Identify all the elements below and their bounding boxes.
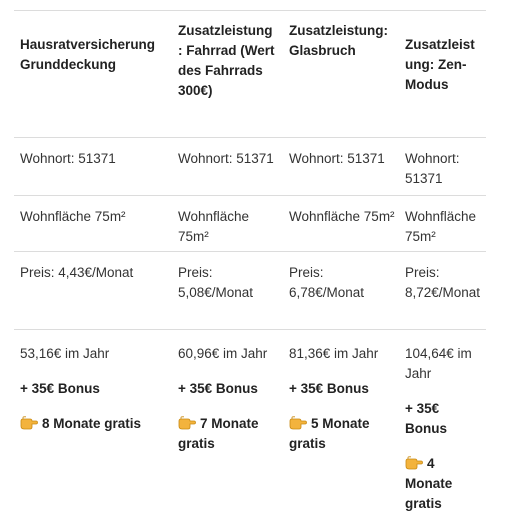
jahrespreis: 81,36€ im Jahr	[289, 346, 379, 361]
preis-cell: Preis: 6,78€/Monat	[289, 265, 365, 300]
bonus-text: + 35€ Bonus	[405, 401, 447, 436]
gratis-text: 8 Monate gratis	[42, 416, 142, 431]
column-header-grunddeckung: Hausratversicherung Grunddeckung	[20, 37, 156, 72]
gratis-text: 7 Monate gratis	[178, 416, 259, 451]
gratis-text: 5 Monate gratis	[289, 416, 370, 451]
pointing-hand-icon	[289, 416, 307, 430]
bonus-text: + 35€ Bonus	[20, 381, 100, 396]
pointing-hand-icon	[20, 416, 38, 430]
column-header-zen-modus: Zusatzleistung: Zen-Modus	[405, 37, 475, 92]
table-row-wohnort	[14, 138, 486, 196]
angebot-cell	[178, 330, 276, 530]
wohnort-cell: Wohnort: 51371	[405, 151, 460, 186]
bonus-text: + 35€ Bonus	[178, 381, 258, 396]
gratis-offer	[178, 414, 276, 454]
table-row-angebot	[14, 330, 486, 530]
gratis-offer	[20, 414, 168, 434]
wohnflaeche-cell: Wohnfläche 75m²	[20, 209, 126, 224]
wohnort-cell: Wohnort: 51371	[20, 151, 116, 166]
pointing-hand-icon	[178, 416, 196, 430]
table-row-wohnflaeche	[14, 196, 486, 252]
angebot-cell	[289, 330, 397, 530]
wohnort-cell: Wohnort: 51371	[289, 151, 385, 166]
jahrespreis: 104,64€ im Jahr	[405, 346, 472, 381]
gratis-offer	[405, 454, 481, 514]
column-header-fahrrad: Zusatzleistung: Fahrrad (Wert des Fahrrads 300€)	[178, 23, 275, 98]
preis-cell: Preis: 4,43€/Monat	[20, 265, 134, 280]
table-row-preis	[14, 252, 486, 330]
gratis-offer	[289, 414, 397, 454]
pointing-hand-icon	[405, 456, 423, 470]
bonus-text: + 35€ Bonus	[289, 381, 369, 396]
angebot-cell	[20, 330, 168, 530]
tariff-comparison-table	[14, 10, 486, 530]
column-header-glasbruch: Zusatzleistung: Glasbruch	[289, 23, 389, 58]
wohnflaeche-cell: Wohnfläche 75m²	[289, 209, 395, 224]
wohnflaeche-cell: Wohnfläche 75m²	[178, 209, 250, 244]
wohnort-cell: Wohnort: 51371	[178, 151, 274, 166]
preis-cell: Preis: 5,08€/Monat	[178, 265, 254, 300]
table-header-row	[14, 10, 486, 138]
wohnflaeche-cell: Wohnfläche 75m²	[405, 209, 477, 244]
preis-cell: Preis: 8,72€/Monat	[405, 265, 481, 300]
jahrespreis: 60,96€ im Jahr	[178, 346, 268, 361]
gratis-text: 4 Monate gratis	[405, 456, 453, 511]
jahrespreis: 53,16€ im Jahr	[20, 346, 110, 361]
angebot-cell	[405, 330, 481, 530]
